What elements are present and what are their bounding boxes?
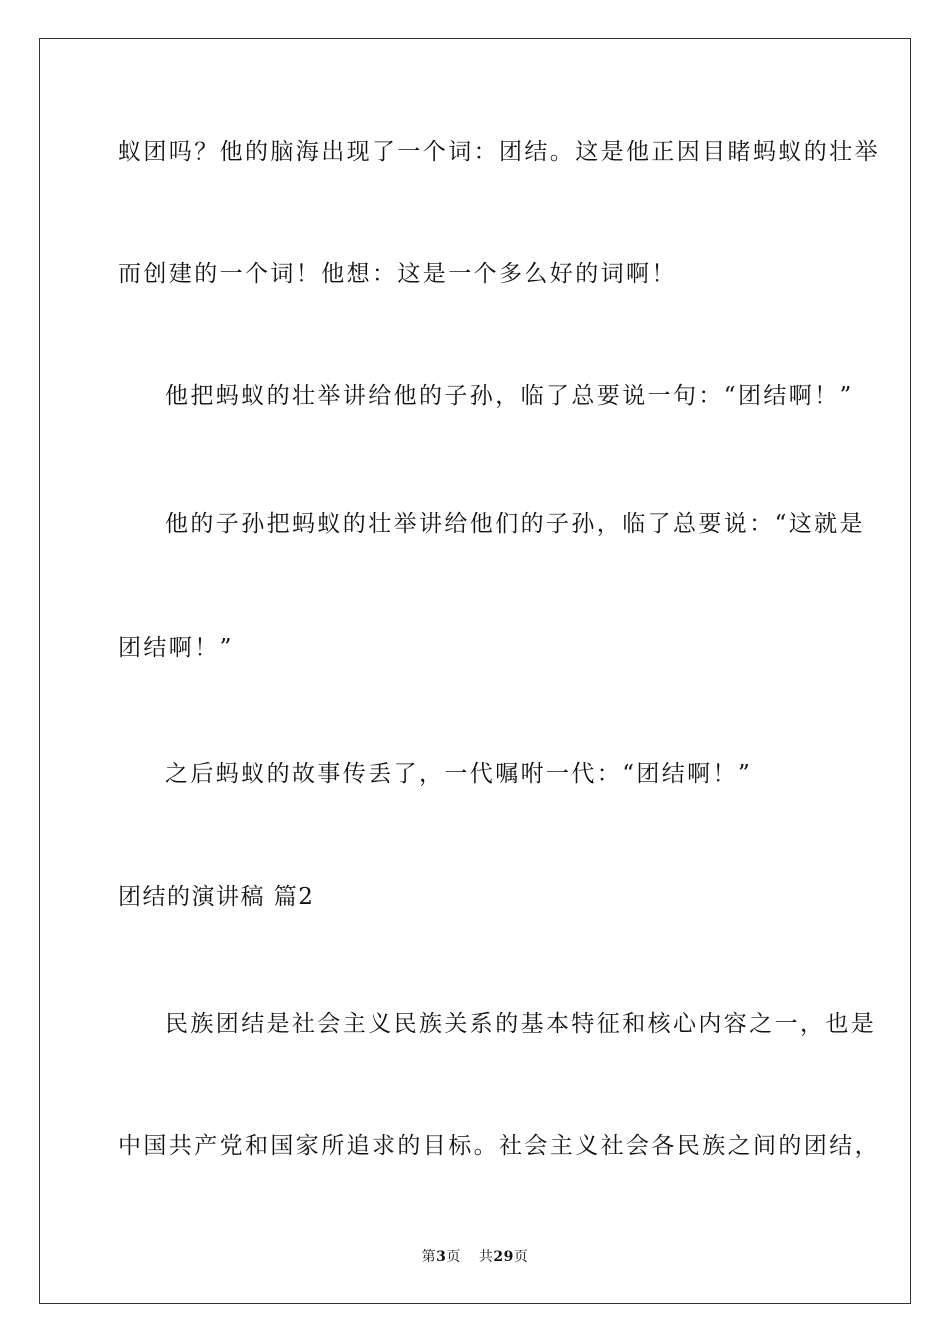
paragraph-line-6: 之后蚂蚁的故事传丢了，一代嘱咐一代：“团结啊！”	[165, 761, 753, 787]
paragraph-line-7: 民族团结是社会主义民族关系的基本特征和核心内容之一，也是	[165, 1011, 877, 1037]
paragraph-line-5: 团结啊！”	[118, 635, 234, 661]
page-prefix: 第	[421, 1249, 437, 1265]
page-number: 3	[436, 1249, 447, 1265]
page-frame	[39, 38, 911, 1304]
total-suffix: 页	[513, 1249, 529, 1265]
page-footer	[0, 1248, 950, 1266]
paragraph-line-8: 中国共产党和国家所追求的目标。社会主义社会各民族之间的团结，	[118, 1133, 880, 1159]
total-pages: 29	[493, 1249, 514, 1265]
paragraph-line-1: 蚁团吗？他的脑海出现了一个词：团结。这是他正因目睹蚂蚁的壮举	[118, 139, 880, 165]
paragraph-line-2: 而创建的一个词！他想：这是一个多么好的词啊！	[118, 261, 677, 287]
section-heading: 团结的演讲稿 篇2	[118, 884, 315, 910]
paragraph-line-3: 他把蚂蚁的壮举讲给他的子孙，临了总要说一句：“团结啊！”	[165, 383, 854, 409]
paragraph-line-4: 他的子孙把蚂蚁的壮举讲给他们的子孙，临了总要说：“这就是	[165, 511, 865, 537]
page-suffix: 页	[446, 1249, 461, 1265]
total-prefix: 共	[478, 1249, 494, 1265]
